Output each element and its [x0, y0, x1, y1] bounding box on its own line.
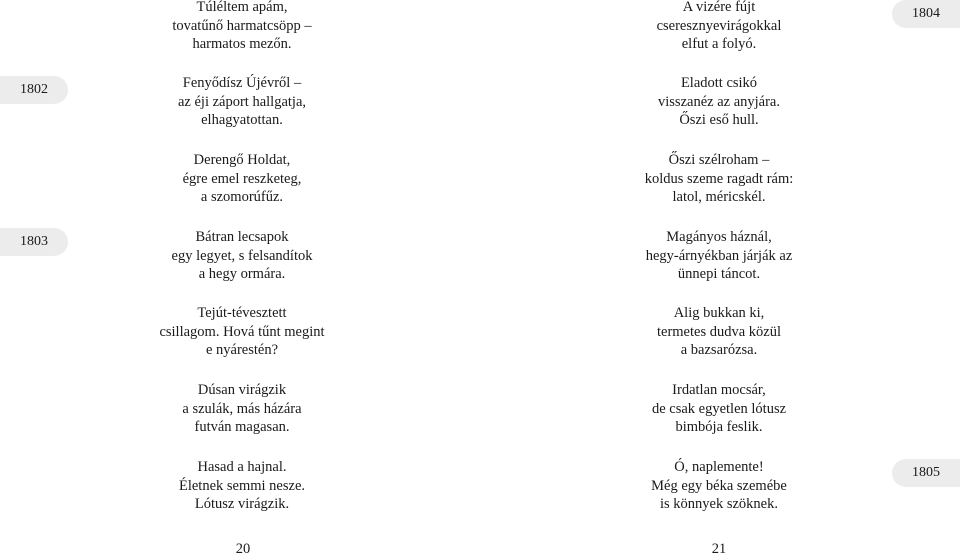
haiku-stanza [569, 151, 869, 207]
haiku-line: Őszi szélroham – [668, 152, 770, 168]
haiku-line: a szomorúfűz. [200, 189, 284, 205]
haiku-stanza [92, 0, 392, 54]
haiku-stanza [569, 74, 869, 130]
haiku-line: az éji záport hallgatja, [177, 93, 306, 110]
haiku-line: Tejút-tévesztett [197, 305, 287, 321]
haiku-line: ünnepi táncot. [677, 266, 761, 282]
haiku-line: cseresznyevirágokkal [656, 17, 782, 34]
haiku-stanza [92, 151, 392, 207]
haiku-line: Alig bukkan ki, [673, 305, 765, 321]
haiku-line: hegy-árnyékban járják az [645, 247, 793, 264]
haiku-line: Dúsan virágzik [197, 382, 287, 398]
haiku-line: Hasad a hajnal. [197, 459, 287, 475]
page-number-right: 21 [711, 541, 727, 557]
haiku-stanza [92, 458, 392, 514]
haiku-stanza [569, 304, 869, 360]
haiku-line: futván magasan. [194, 419, 290, 435]
page-number-left: 20 [235, 541, 251, 557]
haiku-line: e nyárestén? [205, 342, 279, 358]
haiku-line: a szulák, más házára [182, 400, 302, 417]
haiku-line: Fenyődísz Újévről – [182, 75, 302, 91]
haiku-line: csillagom. Hová tűnt megint [159, 323, 325, 340]
haiku-line: Még egy béka szemébe [651, 477, 787, 494]
haiku-line: a hegy ormára. [198, 266, 286, 282]
haiku-line: A vizére fújt [682, 0, 756, 15]
haiku-line: Bátran lecsapok [195, 229, 289, 245]
year-tab-1804: 1804 [892, 0, 960, 28]
haiku-line: Magányos háznál, [666, 229, 772, 245]
haiku-line: Túléltem apám, [196, 0, 288, 15]
haiku-line: koldus szeme ragadt rám: [644, 170, 794, 187]
haiku-stanza [569, 458, 869, 514]
haiku-stanza [569, 0, 869, 54]
haiku-line: a bazsarózsa. [680, 342, 758, 358]
haiku-line: Életnek semmi nesze. [178, 477, 306, 494]
haiku-line: Derengő Holdat, [193, 152, 291, 168]
haiku-line: harmatos mezőn. [192, 36, 292, 52]
haiku-line: Őszi eső hull. [679, 112, 759, 128]
haiku-stanza [569, 381, 869, 437]
haiku-line: tovatűnő harmatcsöpp – [172, 17, 312, 34]
haiku-stanza [569, 228, 869, 284]
haiku-line: elhagyatottan. [201, 112, 283, 128]
haiku-line: visszanéz az anyjára. [658, 93, 780, 110]
haiku-line: termetes dudva közül [656, 323, 781, 340]
haiku-line: egy legyet, s felsandítok [171, 247, 313, 264]
haiku-stanza [92, 381, 392, 437]
haiku-stanza [92, 304, 392, 360]
haiku-stanza [92, 74, 392, 130]
haiku-line: Eladott csikó [680, 75, 758, 91]
year-tab-1803: 1803 [0, 228, 68, 256]
haiku-line: Irdatlan mocsár, [672, 382, 766, 398]
haiku-line: Ó, naplemente! [674, 459, 764, 475]
year-tab-1805: 1805 [892, 459, 960, 487]
year-tab-1802: 1802 [0, 76, 68, 104]
haiku-line: latol, méricskél. [672, 189, 766, 205]
haiku-line: égre emel reszketeg, [182, 170, 302, 187]
haiku-line: elfut a folyó. [681, 36, 757, 52]
haiku-stanza [92, 228, 392, 284]
haiku-line: bimbója feslik. [675, 419, 763, 435]
haiku-line: de csak egyetlen lótusz [651, 400, 787, 417]
haiku-line: is könnyek szöknek. [660, 496, 778, 512]
haiku-line: Lótusz virágzik. [194, 496, 290, 512]
